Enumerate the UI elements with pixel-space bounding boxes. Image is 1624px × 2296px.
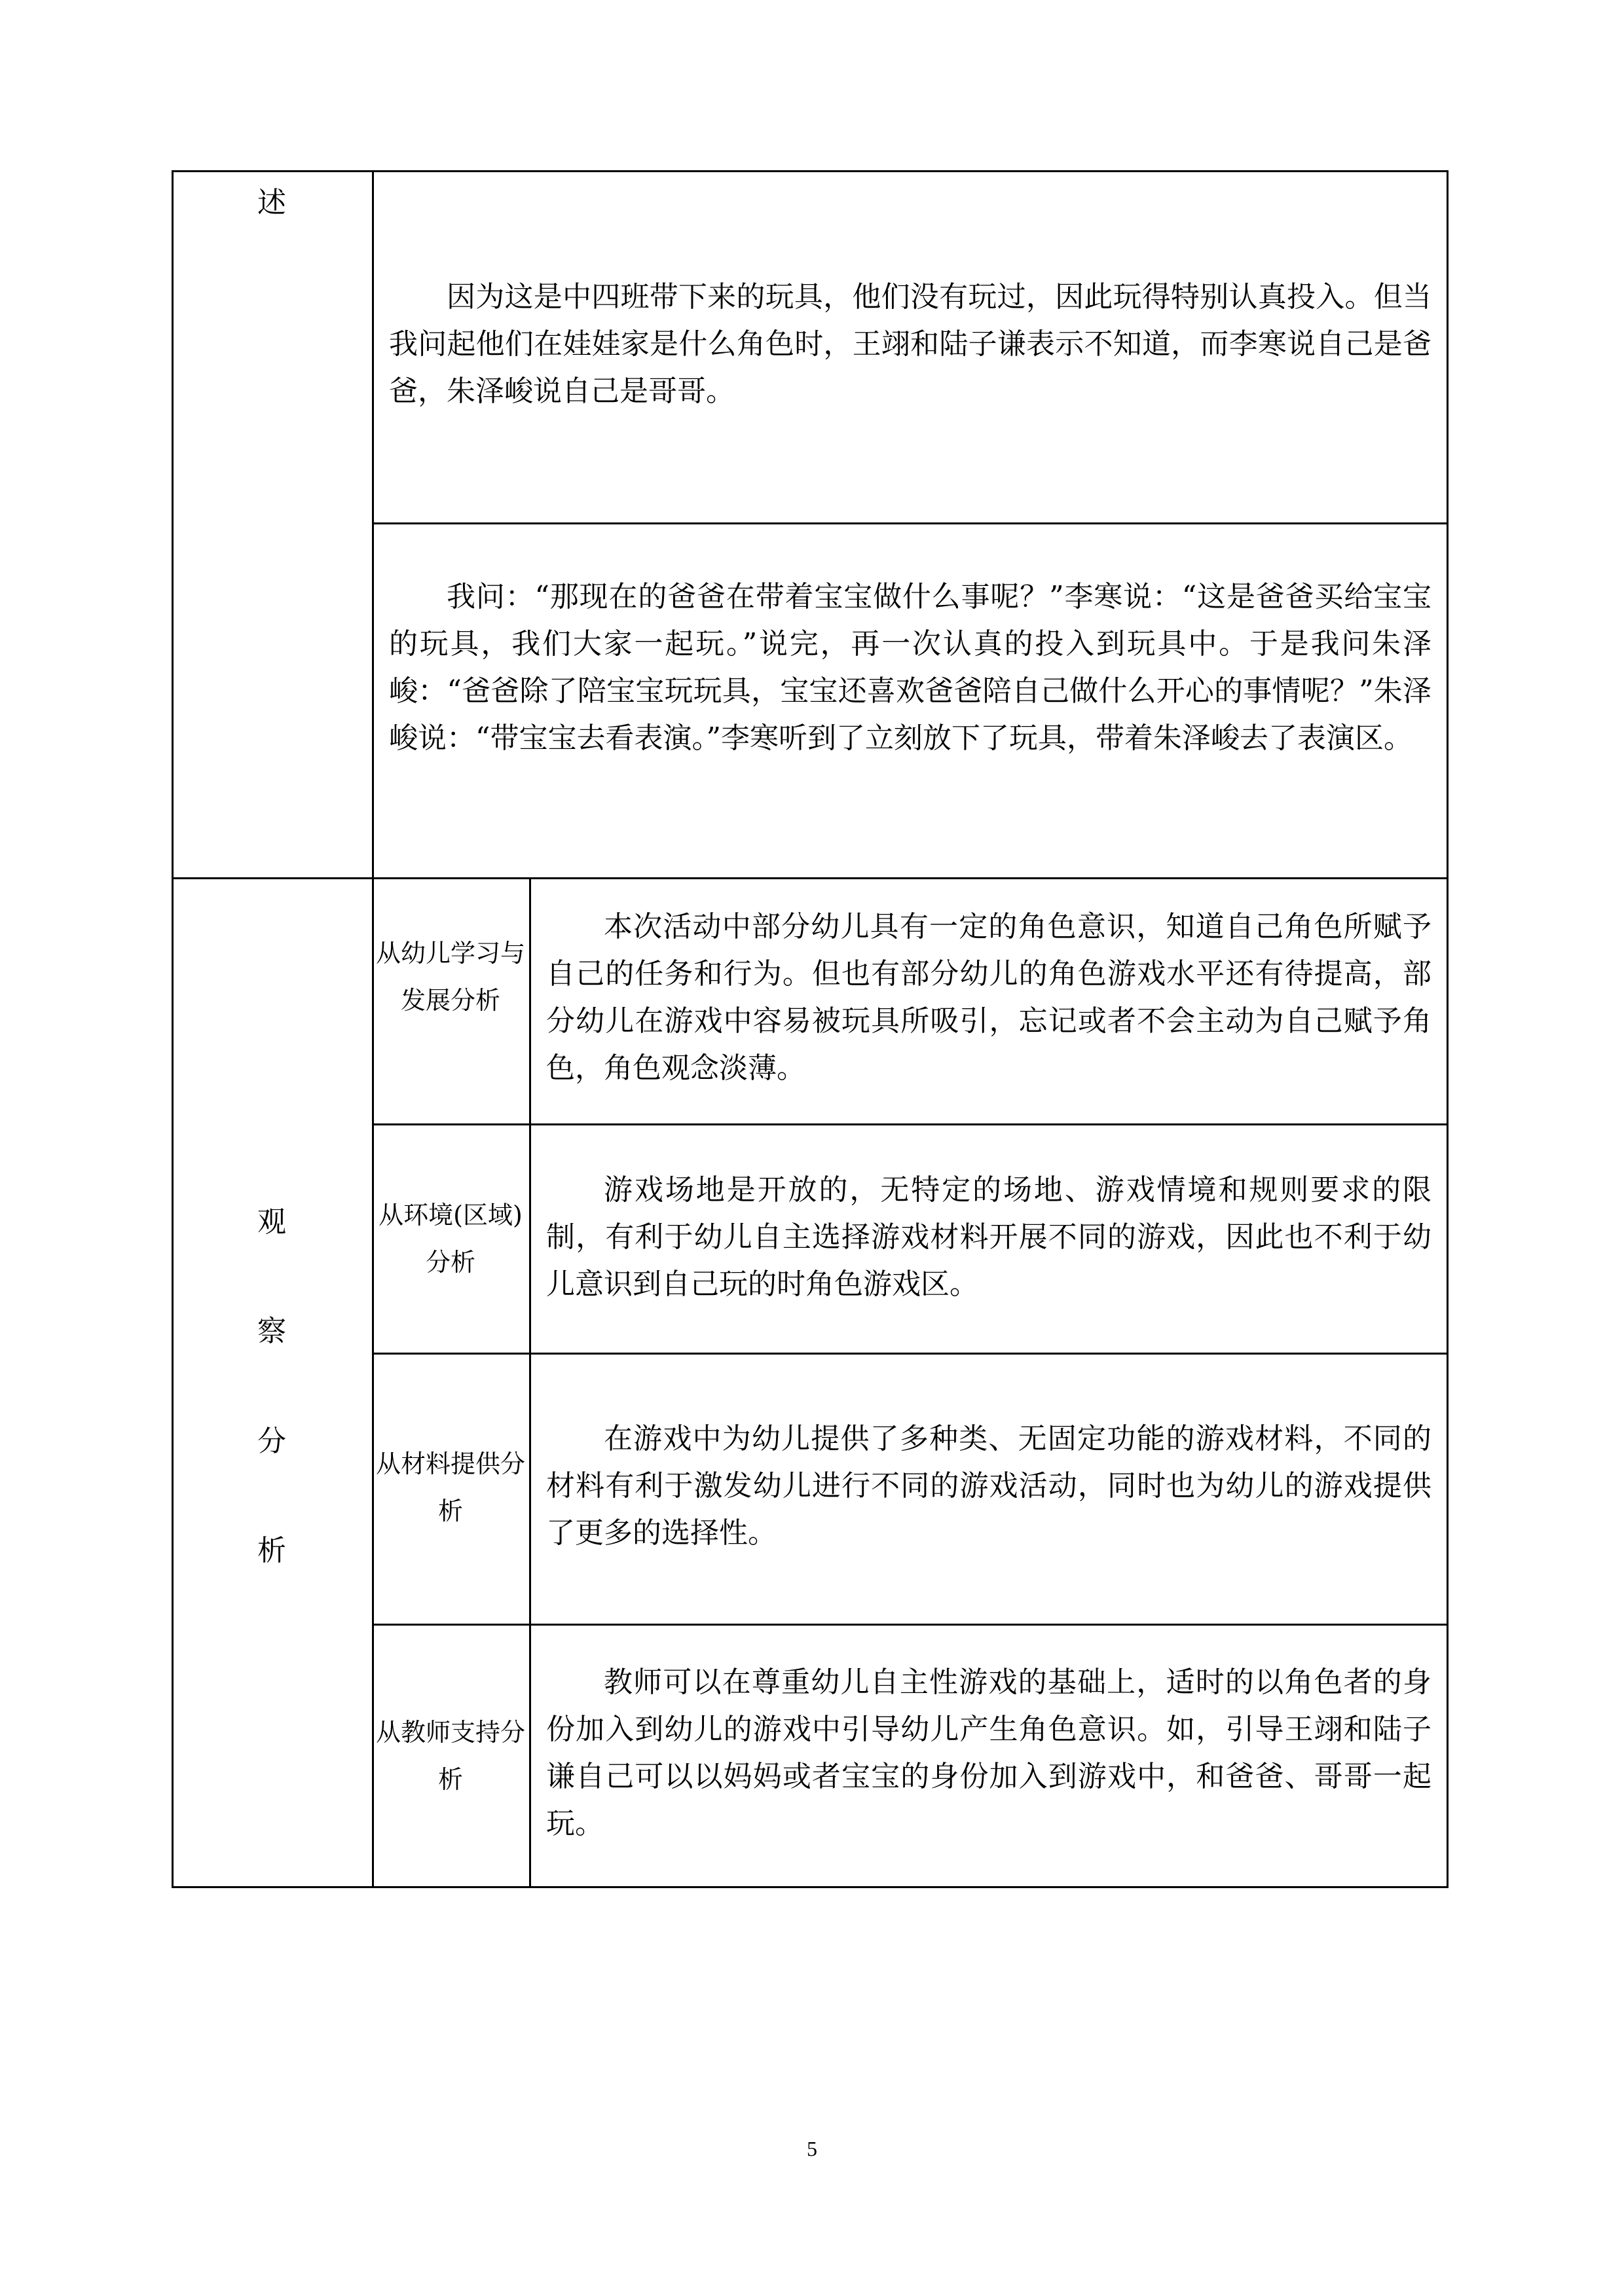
analysis-row-text-environment: 游戏场地是开放的，无特定的场地、游戏情境和规则要求的限制，有利于幼儿自主选择游戏材料开展不同的游戏，因此也不利于幼儿意识到自己玩的时角色游戏区。	[546, 1173, 1431, 1301]
row-divider-section	[172, 877, 1449, 879]
row-divider-analysis-3	[372, 1624, 1449, 1626]
column-divider-2	[529, 877, 531, 1888]
section-label-analysis-3: 分	[257, 1425, 286, 1458]
analysis-row-label-teacher-support: 从教师支持分析	[375, 1718, 525, 1794]
analysis-row-label-environment: 从环境(区域)分析	[378, 1201, 523, 1277]
analysis-row-label-materials: 从材料提供分析	[375, 1449, 525, 1525]
analysis-row-text-teacher-support: 教师可以在尊重幼儿自主性游戏的基础上，适时的以角色者的身份加入到幼儿的游戏中引导幼儿产生角色意识。如，引导王翊和陆子谦自己可以以妈妈或者宝宝的身份加入到游戏中，和爸爸、哥哥一起玩。	[546, 1666, 1431, 1840]
section-label-analysis-1: 观	[257, 1205, 286, 1239]
section-label-description: 述	[257, 186, 286, 219]
page-number: 5	[807, 2137, 817, 2160]
row-divider-analysis-2	[372, 1353, 1449, 1355]
description-paragraph-2: 我问：“那现在的爸爸在带着宝宝做什么事呢？”李寒说：“这是爸爸买给宝宝的玩具，我们大家一起玩。”说完，再一次认真的投入到玩具中。于是我问朱泽峻：“爸爸除了陪宝宝玩玩具，宝宝还喜欢爸爸陪自己做什么开心的事情呢？”朱泽峻说：“带宝宝去看表演。”李寒听到了立刻放下了玩具，带着朱泽峻去了表演区。	[389, 580, 1431, 755]
row-divider-analysis-1	[372, 1123, 1449, 1125]
description-paragraph-1: 因为这是中四班带下来的玩具，他们没有玩过，因此玩得特别认真投入。但当我问起他们在娃娃家是什么角色时，王翊和陆子谦表示不知道，而李寒说自己是爸爸，朱泽峻说自己是哥哥。	[389, 280, 1431, 408]
analysis-row-label-child-development: 从幼儿学习与发展分析	[375, 939, 525, 1015]
analysis-row-text-materials: 在游戏中为幼儿提供了多种类、无固定功能的游戏材料，不同的材料有利于激发幼儿进行不同的游戏活动，同时也为幼儿的游戏提供了更多的选择性。	[546, 1422, 1431, 1550]
section-label-analysis-4: 析	[257, 1534, 286, 1567]
row-divider-description	[372, 522, 1449, 524]
section-label-analysis-2: 察	[257, 1315, 286, 1348]
analysis-row-text-child-development: 本次活动中部分幼儿具有一定的角色意识，知道自己角色所赋予自己的任务和行为。但也有部分幼儿的角色游戏水平还有待提高，部分幼儿在游戏中容易被玩具所吸引，忘记或者不会主动为自己赋予角色，角色观念淡薄。	[546, 910, 1431, 1085]
column-divider-1	[372, 170, 374, 1888]
